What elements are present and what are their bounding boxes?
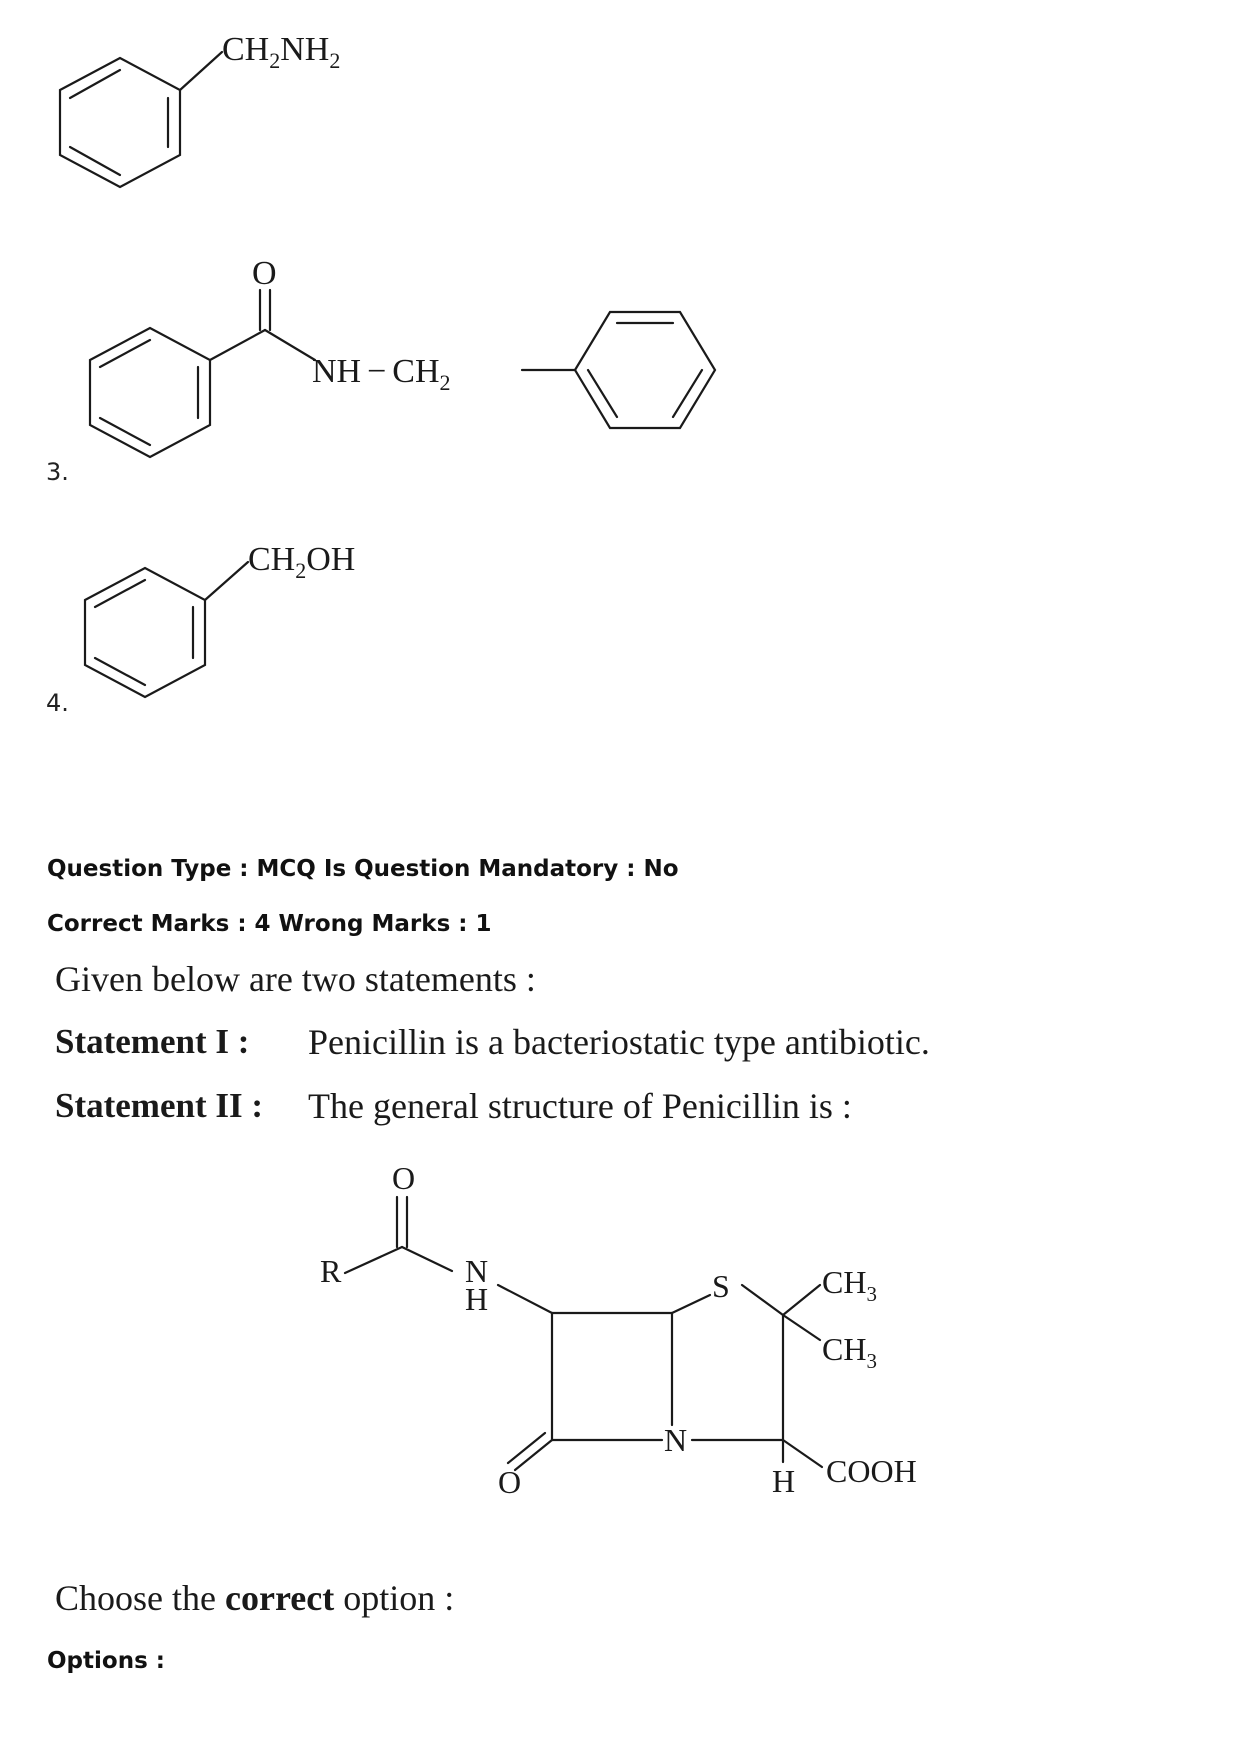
option-4-structure [60,540,460,720]
svg-text:O: O [252,260,277,292]
svg-text:CH2OH: $CH_2OH$ [248,541,356,583]
statement-1-label: Statement I : [55,1022,250,1061]
question-type-line: Question Type : MCQ Is Question Mandatory : No [47,856,679,882]
svg-text:CH2NH2: $CH_2NH_2$ [222,31,341,73]
option-3-structure [60,260,740,490]
benzylamine-structure [40,20,440,200]
svg-text:O: O [392,1160,416,1196]
svg-text:H: H [465,1281,489,1317]
penicillin-structure [300,1155,960,1525]
option-4-number: 4. [46,689,69,717]
question-intro: Given below are two statements : [55,959,536,999]
svg-text:S: S [712,1268,730,1304]
choose-correct-option: Choose the correct option : [55,1578,455,1618]
statement-2-label: Statement II : [55,1086,264,1125]
svg-text:N: N [465,1253,489,1289]
svg-text:H: H [772,1463,796,1499]
benzene-ring [60,58,180,187]
statement-2-text: The general structure of Penicillin is : [308,1086,852,1126]
statement-1-text: Penicillin is a bacteriostatic type antibiotic. [308,1022,930,1062]
svg-text:CH3: $CH_3$ [822,1331,877,1373]
marks-line: Correct Marks : 4 Wrong Marks : 1 [47,911,492,937]
svg-text:N: N [664,1422,688,1458]
benzene-ring [85,568,205,697]
svg-text:COOH: COOH [826,1453,917,1489]
svg-text:CH3: $CH_3$ [822,1264,877,1306]
option-3-number: 3. [46,458,69,486]
options-label: Options : [47,1648,165,1674]
svg-text:NH−CH2: NH − $CH_2$ [312,353,451,395]
svg-text:O: O [498,1464,522,1500]
benzene-ring-right [575,312,715,428]
benzene-ring-left [90,328,210,457]
svg-text:R: R [320,1253,342,1289]
